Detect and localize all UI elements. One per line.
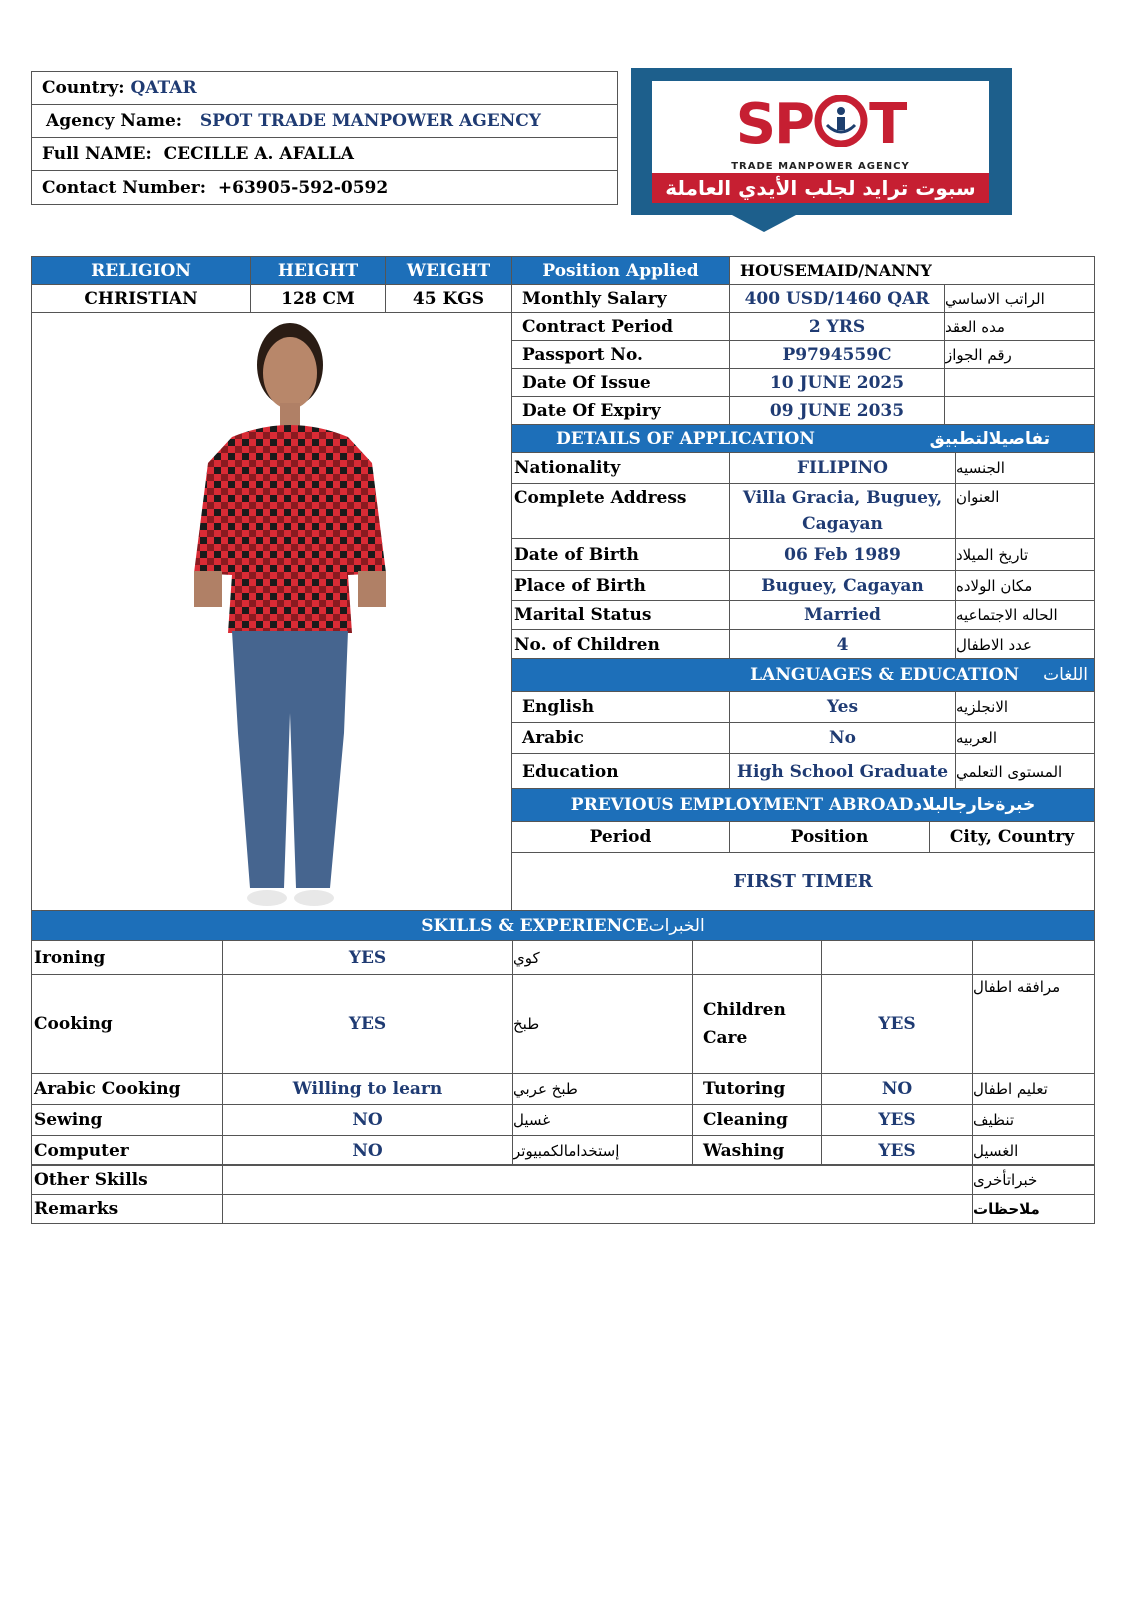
other-skills-value [222, 1164, 973, 1195]
position-row-arabic [944, 396, 1095, 425]
detail-row-arabic: عدد الاطفال [955, 629, 1095, 660]
applicant-photo [31, 312, 512, 911]
height-header: HEIGHT [250, 256, 386, 285]
skill-value: NO [821, 1073, 973, 1105]
language-row-label: Arabic [511, 722, 730, 754]
language-row-arabic: المستوى التعلمي [955, 753, 1095, 790]
detail-row-label: Date of Birth [511, 538, 730, 571]
skill-value: YES [821, 974, 973, 1074]
contact-value: +63905-592-0592 [217, 177, 389, 198]
position-row-label: Monthly Salary [511, 284, 730, 313]
detail-row-arabic: الحاله الاجتماعيه [955, 600, 1095, 630]
logo-person-icon [813, 95, 869, 147]
logo-arabic-name: سبوت ترايد لجلب الأيدي العاملة [652, 173, 989, 203]
agency-row [32, 105, 617, 138]
fullname-row [32, 138, 617, 171]
skill-arabic: تعليم اطفال [972, 1073, 1095, 1105]
employment-title: PREVIOUS EMPLOYMENT ABROAD [570, 795, 914, 815]
skill-label: Ironing [31, 940, 223, 975]
religion-header: RELIGION [31, 256, 251, 285]
employment-title-ar: خبرةخارجالبلاد [913, 795, 1036, 815]
skills-title: SKILLS & EXPERIENCE [421, 915, 649, 936]
fullname-label: Full NAME: [42, 144, 152, 164]
detail-row-arabic: تاريخ الميلاد [955, 538, 1095, 571]
position-row-label: Passport No. [511, 340, 730, 369]
details-title: DETAILS OF APPLICATION [556, 428, 815, 449]
detail-row-arabic: الجنسيه [955, 452, 1095, 484]
applicant-photo-figure [32, 313, 511, 910]
remarks-value [222, 1194, 973, 1224]
position-row-arabic [944, 368, 1095, 397]
skill-label: Sewing [31, 1104, 223, 1136]
detail-row-value: 4 [729, 629, 956, 660]
children-care-line-2: Care [703, 1028, 748, 1048]
languages-header [511, 658, 1095, 692]
detail-row-arabic: العنوان [955, 483, 1095, 539]
logo-subtitle: TRADE MANPOWER AGENCY [731, 161, 910, 172]
detail-row-value: Married [729, 600, 956, 630]
employment-note: FIRST TIMER [511, 852, 1095, 911]
skill-value: NO [222, 1104, 513, 1136]
position-row-label: Date Of Issue [511, 368, 730, 397]
skill-value: YES [821, 1135, 973, 1166]
skill-value: Willing to learn [222, 1073, 513, 1105]
skill-value: YES [222, 940, 513, 975]
agency-value: SPOT TRADE MANPOWER AGENCY [199, 111, 541, 131]
logo-wordmark: SP T [735, 92, 906, 157]
skill-empty-cell [972, 940, 1095, 975]
applicant-info-box [31, 71, 618, 205]
skill-value: YES [821, 1104, 973, 1136]
position-row-label: Date Of Expiry [511, 396, 730, 425]
remarks-arabic: ملاحظات [972, 1194, 1095, 1224]
position-row-arabic: رقم الجواز [944, 340, 1095, 369]
address-line-2: Cagayan [802, 514, 883, 534]
skill-arabic: مرافقه اطفال [972, 974, 1095, 1074]
language-row-value: No [729, 722, 956, 754]
contact-label: Contact Number: [42, 177, 207, 198]
skill-label: Arabic Cooking [31, 1073, 223, 1105]
detail-row-value: Buguey, Cagayan [729, 570, 956, 601]
detail-row-arabic: مكان الولاده [955, 570, 1095, 601]
languages-title: LANGUAGES & EDUCATION [750, 665, 1020, 685]
skills-title-ar: الخبرات [648, 915, 705, 936]
position-row-arabic: الراتب الاساسي [944, 284, 1095, 313]
position-row-value: 09 JUNE 2035 [729, 396, 945, 425]
country-value: QATAR [130, 78, 197, 98]
position-applied-value: HOUSEMAID/NANNY [729, 256, 1095, 285]
country-row [32, 72, 617, 105]
employment-col-position: Position [729, 821, 930, 853]
skill-arabic: كوي [512, 940, 693, 975]
position-row-value: 2 YRS [729, 312, 945, 341]
language-row-value: Yes [729, 691, 956, 723]
detail-row-label: Place of Birth [511, 570, 730, 601]
skill-label [692, 974, 822, 1074]
detail-row-value: 06 Feb 1989 [729, 538, 956, 571]
language-row-arabic: العربيه [955, 722, 1095, 754]
position-row-value: 400 USD/1460 QAR [729, 284, 945, 313]
details-header [511, 424, 1095, 453]
skill-label: Computer [31, 1135, 223, 1166]
other-skills-arabic: خبراتأخرى [972, 1164, 1095, 1195]
detail-row-label: Marital Status [511, 600, 730, 630]
agency-label: Agency Name: [46, 111, 183, 131]
agency-logo [631, 68, 1012, 215]
detail-row-label: No. of Children [511, 629, 730, 660]
weight-header: WEIGHT [385, 256, 512, 285]
position-row-value: P9794559C [729, 340, 945, 369]
detail-row-value: FILIPINO [729, 452, 956, 484]
detail-row-label: Nationality [511, 452, 730, 484]
employment-header [511, 788, 1095, 822]
position-applied-header: Position Applied [511, 256, 730, 285]
skill-label: Tutoring [692, 1073, 822, 1105]
weight-value: 45 KGS [385, 284, 512, 313]
detail-row-label: Complete Address [511, 483, 730, 539]
employment-col-city: City, Country [929, 821, 1095, 853]
skill-label: Cooking [31, 974, 223, 1074]
detail-row-value [729, 483, 956, 539]
skill-value: NO [222, 1135, 513, 1166]
skill-arabic: الغسيل [972, 1135, 1095, 1166]
skill-empty-cell [821, 940, 973, 975]
children-care-line-1: Children [703, 1000, 786, 1020]
position-row-value: 10 JUNE 2025 [729, 368, 945, 397]
details-title-ar: تفاصيلالتطبيق [929, 428, 1050, 449]
skill-arabic: تنظيف [972, 1104, 1095, 1136]
skill-arabic: طبخ [512, 974, 693, 1074]
language-row-value: High School Graduate [729, 753, 956, 790]
language-row-label: English [511, 691, 730, 723]
position-row-label: Contract Period [511, 312, 730, 341]
language-row-arabic: الانجلزيه [955, 691, 1095, 723]
skill-label: Washing [692, 1135, 822, 1166]
country-label: Country: [42, 78, 125, 98]
height-value: 128 CM [250, 284, 386, 313]
position-row-arabic: مده العقد [944, 312, 1095, 341]
employment-col-period: Period [511, 821, 730, 853]
skill-arabic: طبخ عربي [512, 1073, 693, 1105]
skill-value: YES [222, 974, 513, 1074]
skills-header [31, 910, 1095, 941]
religion-value: CHRISTIAN [31, 284, 251, 313]
contact-row [32, 171, 617, 204]
remarks-label: Remarks [31, 1194, 223, 1224]
language-row-label: Education [511, 753, 730, 790]
skill-label: Cleaning [692, 1104, 822, 1136]
other-skills-label: Other Skills [31, 1164, 223, 1195]
address-line-1: Villa Gracia, Buguey, [742, 488, 943, 508]
languages-title-ar: اللغات [1043, 665, 1088, 685]
skill-arabic: إستخدامالكمبيوتر [512, 1135, 693, 1166]
skill-arabic: غسيل [512, 1104, 693, 1136]
skill-empty-cell [692, 940, 822, 975]
fullname-value: CECILLE A. AFALLA [163, 144, 354, 164]
